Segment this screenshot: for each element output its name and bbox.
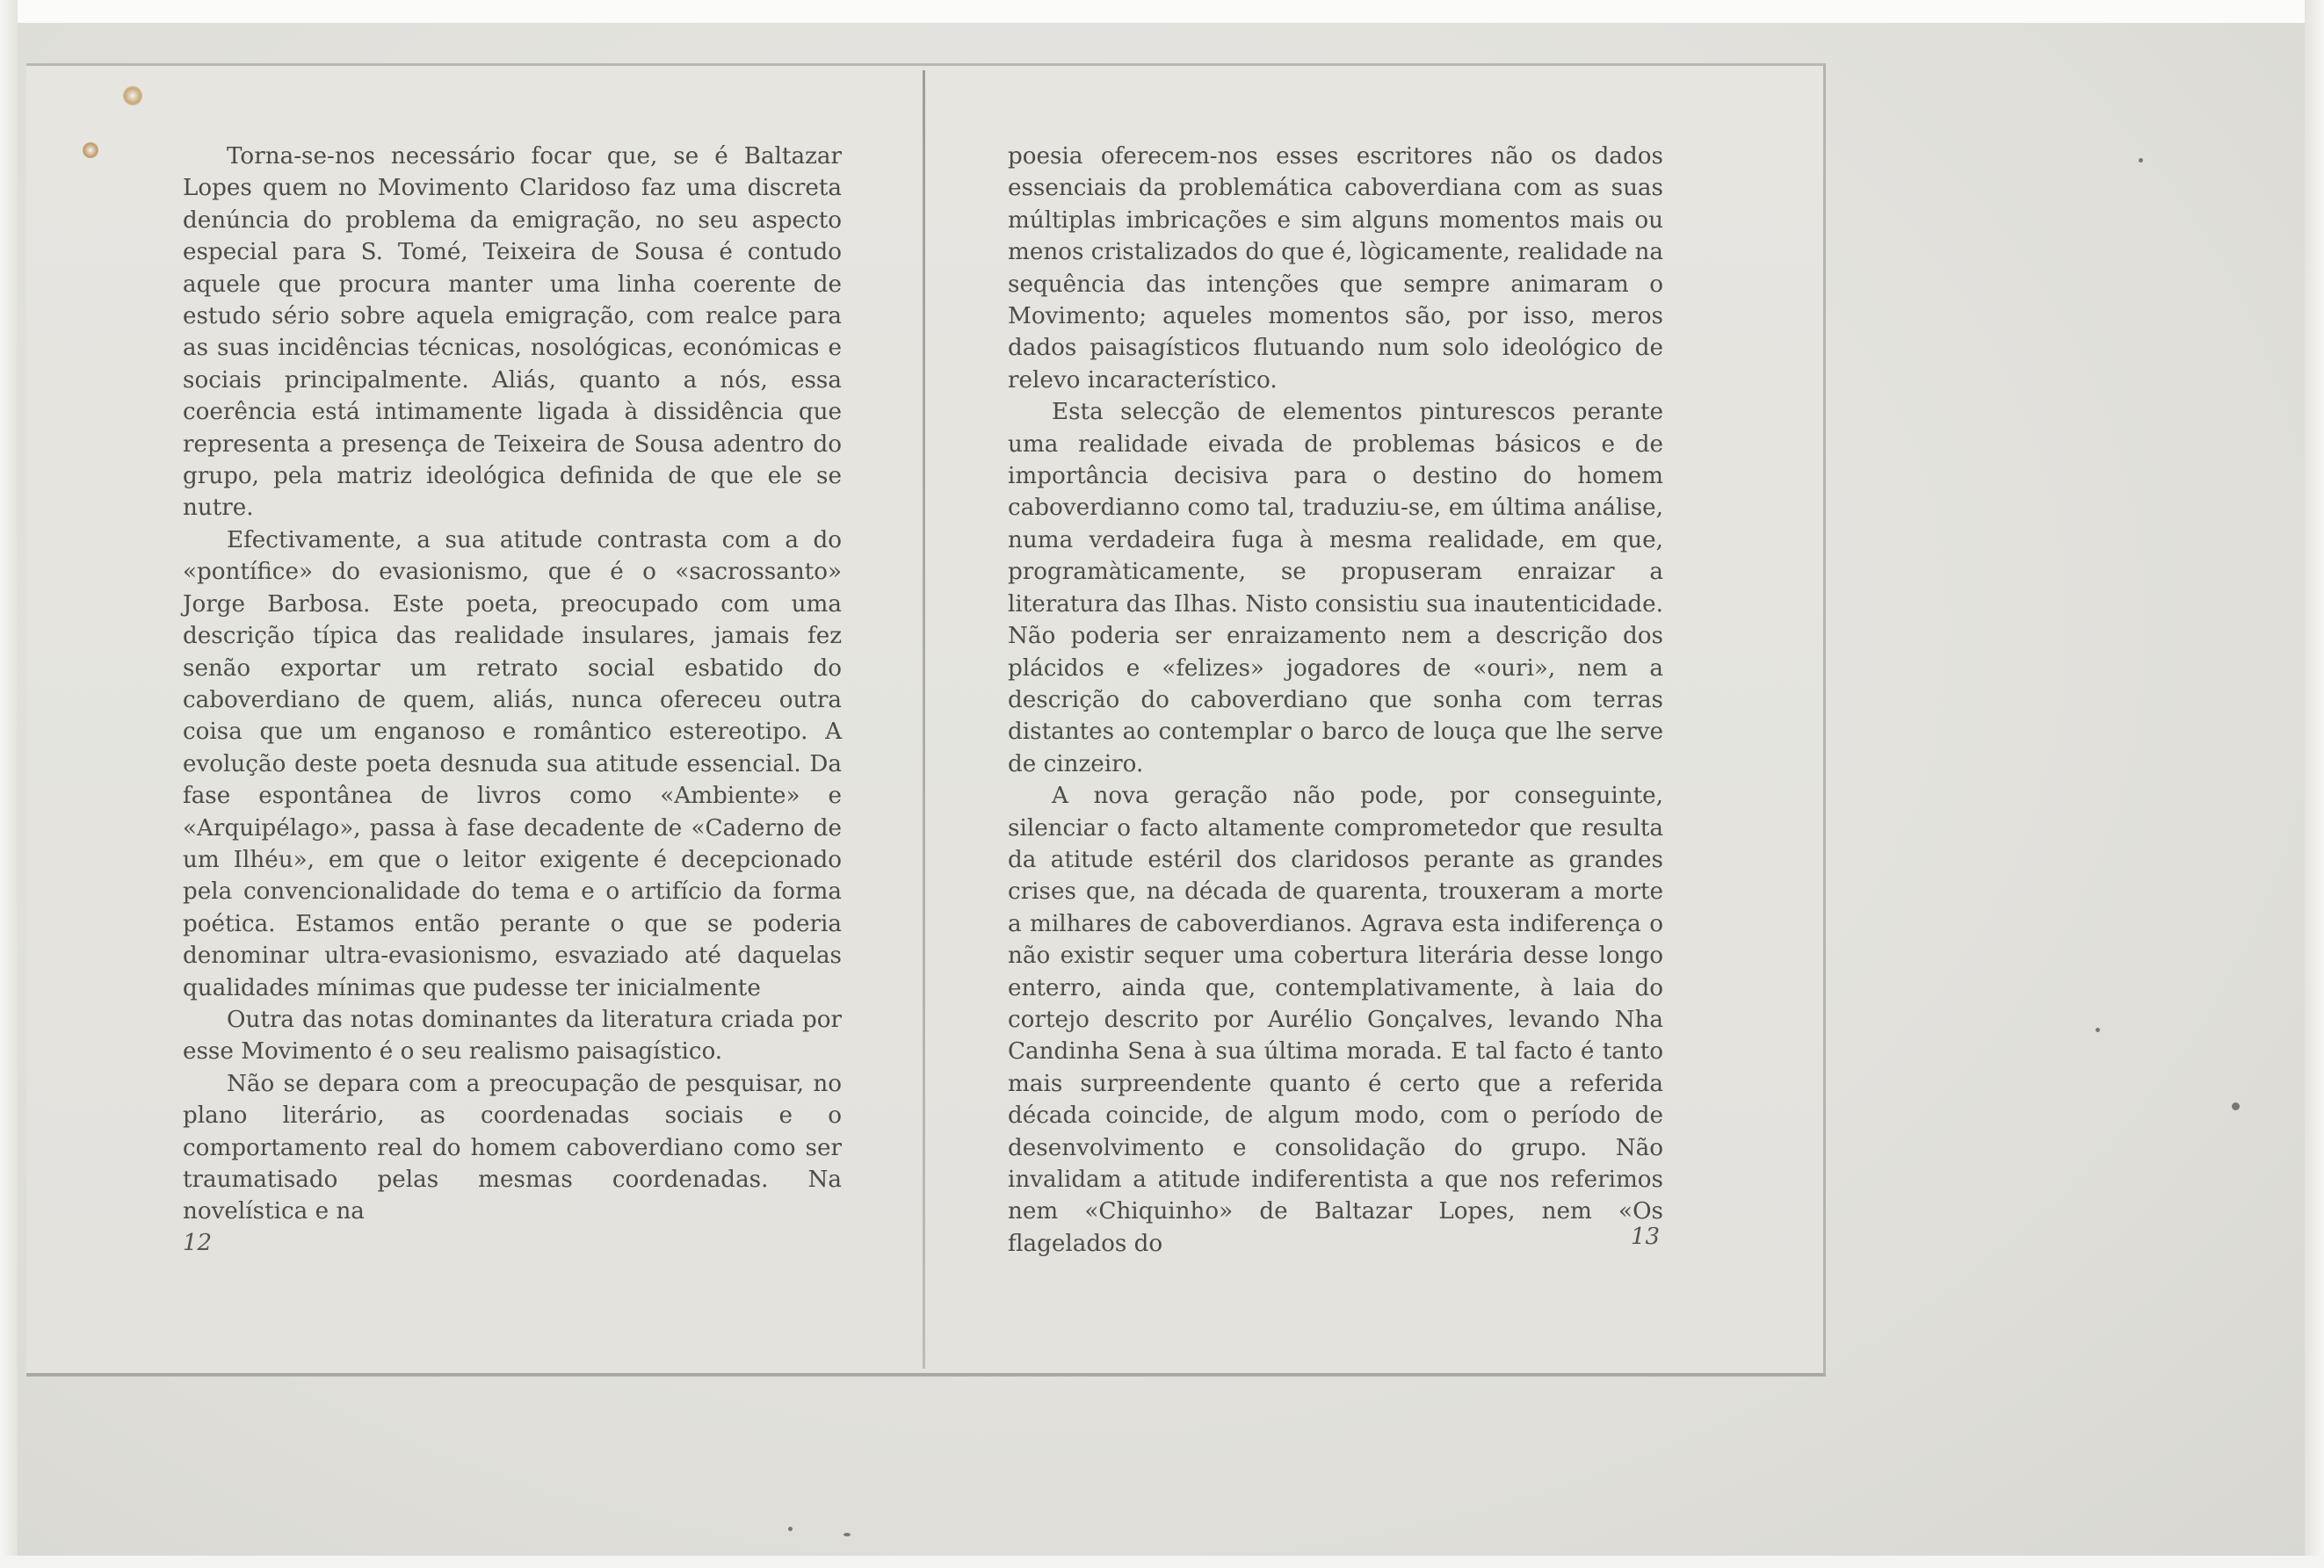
- dust-speck: [843, 1533, 851, 1536]
- left-paragraph-1: Torna-se-nos necessário focar que, se é Baltazar Lopes quem no Movimento Claridoso faz uma discreta denúncia do problema da emigração, no seu aspecto especial para S. Tomé, Teixeira de Sousa é contudo aquele que procura manter uma linha coerente de estudo sério sobre aquela emigração, com realce para as suas incidências técnicas, nosológicas, económicas e sociais principalmente. Aliás, quanto a nós, essa coerência está intimamente ligada à dissidência que representa a presença de Teixeira de Sousa adentro do grupo, pela matriz ideológica definida de que ele se nutre.: [183, 143, 842, 522]
- rust-stain: [123, 86, 142, 105]
- right-page-text: [1008, 141, 1663, 1260]
- rust-stain: [83, 142, 98, 158]
- right-paragraph-2: A nova geração não pode, por conseguinte, silenciar o facto altamente comprometedor que resulta da atitude estéril dos claridosos perante as grandes crises que, na década de quarenta, trouxeram a morte a milhares de caboverdianos. Agrava esta indiferença o não existir sequer uma cobertura literária desse longo enterro, ainda que, contemplativamente, à laia do cortejo descrito por Aurélio Gonçalves, levando Nha Candinha Sena à sua última morada. E tal facto é tanto mais surpreendente quanto é certo que a referida década coincide, de algum modo, com o período de desenvolvimento e consolidação do grupo. Não invalidam a atitude indiferentista a que nos referimos nem «Chiquinho» de Baltazar Lopes, nem «Os flagelados do: [1008, 783, 1663, 1257]
- page-number-right: 13: [1631, 1224, 1661, 1250]
- left-paragraph-2: Efectivamente, a sua atitude contrasta com a do «pontífice» do evasionismo, que é o «sacrossanto» Jorge Barbosa. Este poeta, preocupado com uma descrição típica das realidade insulares, jamais fez senão exportar um retrato social esbatido do caboverdiano de quem, aliás, nunca ofereceu outra coisa que um enganoso e romântico estereotipo. A evolução deste poeta desnuda sua atitude essencial. Da fase espontânea de livros como «Ambiente» e «Arquipélago», passa à fase decadente de «Caderno de um Ilhéu», em que o leitor exigente é decepcionado pela convencionalidade do tema e o artifício da forma poética. Estamos então perante o que se poderia denominar ultra-evasionismo, esvaziado até daquelas qualidades mínimas que pudesse ter inicialmente: [183, 526, 842, 1001]
- book-gutter: [923, 70, 925, 1369]
- photo-border-bottom: [0, 1556, 2324, 1568]
- left-paragraph-4: Não se depara com a preocupação de pesquisar, no plano literário, as coordenadas sociais e o comportamento real do homem caboverdiano como ser traumatisado pelas mesmas coordenadas. Na novelística e na: [183, 1070, 842, 1225]
- dust-speck: [788, 1527, 793, 1531]
- photo-border-right: [2305, 0, 2324, 1568]
- page-number-left: 12: [183, 1230, 213, 1256]
- right-paragraph-1: Esta selecção de elementos pinturescos perante uma realidade eivada de problemas básicos e de importância decisiva para o destino do homem caboverdianno como tal, traduziu-se, em última análise, numa verdadeira fuga à mesma realidade, em que, programàticamente, se propuseram enraizar a literatura das Ilhas. Nisto consistiu sua inautenticidade. Não poderia ser enraizamento nem a descrição dos plácidos e «felizes» jogadores de «ouri», nem a descrição do caboverdiano que sonha com terras distantes ao contemplar o barco de louça que lhe serve de cinzeiro.: [1008, 399, 1663, 777]
- right-paragraph-continuation: poesia oferecem-nos esses escritores não os dados essenciais da problemática caboverdiana com as suas múltiplas imbricações e sim alguns momentos mais ou menos cristalizados do que é, lògicamente, realidade na sequência das intenções que sempre animaram o Movimento; aqueles momentos são, por isso, meros dados paisagísticos flutuando num solo ideológico de relevo incaracterístico.: [1008, 143, 1664, 394]
- dust-speck: [2096, 1028, 2100, 1032]
- left-paragraph-3: Outra das notas dominantes da literatura criada por esse Movimento é o seu realismo paisagístico.: [183, 1006, 842, 1066]
- dust-speck: [2232, 1102, 2240, 1110]
- photo-border-left: [0, 0, 18, 1568]
- dust-speck: [2139, 158, 2143, 163]
- photo-border-top: [0, 0, 2324, 23]
- left-page-text: [183, 141, 842, 1228]
